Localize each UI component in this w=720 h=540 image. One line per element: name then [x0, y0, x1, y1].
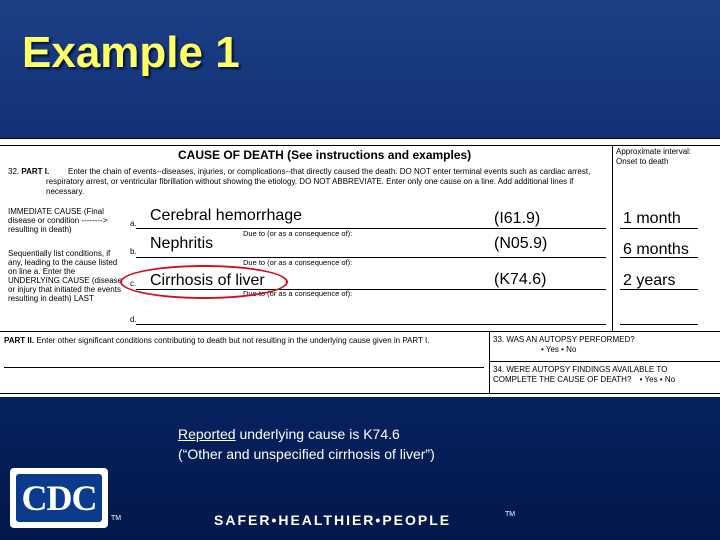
- part2-line[interactable]: [4, 367, 484, 368]
- instructions: Enter the chain of events--diseases, injuries, or complications--that directly caused the death. DO NOT enter terminal events such as cardiac arrest, respiratory arrest, or ventricular fibrillation without showing the etiology. DO NOT ABBREVIATE. Enter only one cause on a line. Add additional lines if necessary.: [46, 167, 591, 196]
- interval-column-divider: [612, 145, 613, 331]
- tagline-trademark: TM: [505, 511, 516, 518]
- autopsy-options[interactable]: • Yes • No: [541, 345, 577, 354]
- logo-trademark: TM: [111, 515, 122, 522]
- line-c-cause[interactable]: Cirrhosis of liver: [150, 272, 265, 289]
- underlying-cause-highlight: [120, 265, 288, 299]
- caption-reported: Reported: [178, 426, 236, 442]
- field-number: 32. PART I.: [8, 167, 50, 176]
- line-b-cause[interactable]: Nephritis: [150, 235, 214, 252]
- line-a-consequence: Due to (or as a consequence of):: [243, 229, 353, 238]
- caption: Reported underlying cause is K74.6 (“Other and unspecified cirrhosis of liver”): [178, 426, 435, 462]
- slide-title: Example 1: [22, 28, 240, 77]
- part1-bottom-border: [0, 331, 720, 332]
- line-c-letter: c.: [130, 279, 137, 288]
- part2-row: PART II. Enter other significant conditions contributing to death but not resulting in the underlying cause given in PART I.: [4, 336, 430, 345]
- cdc-logo: CDC: [10, 468, 108, 528]
- caption-line2: (“Other and unspecified cirrhosis of liver”): [178, 446, 435, 462]
- sequential-label: Sequentially list conditions, if any, leading to the cause listed on line a. Enter the UNDERLYING CAUSE (disease or injury that initiated the events resulting in death) LAST: [8, 249, 123, 303]
- line-c-code: (K74.6): [494, 271, 547, 288]
- part2-divider: [489, 331, 490, 393]
- line-d-rule[interactable]: [136, 324, 606, 325]
- q33-divider: [489, 361, 720, 362]
- line-c-interval[interactable]: 2 years: [623, 272, 676, 289]
- immediate-cause-label: IMMEDIATE CAUSE (Final disease or condition --------> resulting in death): [8, 207, 108, 234]
- line-a-code: (I61.9): [494, 210, 541, 227]
- line-a-cause[interactable]: Cerebral hemorrhage: [150, 207, 303, 224]
- tagline: SAFER•HEALTHIER•PEOPLE: [214, 512, 452, 528]
- line-d-interval-rule[interactable]: [620, 324, 698, 325]
- line-d-letter: d.: [130, 315, 137, 324]
- line-a-interval-rule: [620, 228, 698, 229]
- line-b-letter: b.: [130, 247, 137, 256]
- cause-of-death-header: CAUSE OF DEATH (See instructions and examples): [178, 148, 472, 162]
- part1-label: PART I.: [21, 167, 50, 176]
- autopsy-findings-options[interactable]: • Yes • No: [639, 375, 676, 384]
- line-b-code: (N05.9): [494, 235, 548, 252]
- autopsy-question: 33. WAS AN AUTOPSY PERFORMED? • Yes • No: [493, 335, 715, 355]
- form-bottom-border: [0, 393, 720, 394]
- line-a-letter: a.: [130, 219, 137, 228]
- autopsy-findings-question: 34. WERE AUTOPSY FINDINGS AVAILABLE TO COMPLETE THE CAUSE OF DEATH? • Yes • No: [493, 365, 676, 384]
- line-b-consequence: Due to (or as a consequence of):: [243, 258, 353, 267]
- interval-header: Approximate interval: Onset to death: [616, 147, 692, 166]
- line-c-consequence: Due to (or as a consequence of):: [243, 289, 353, 298]
- line-b-interval[interactable]: 6 months: [623, 241, 689, 258]
- line-a-rule: [136, 228, 606, 229]
- line-b-rule: [136, 257, 606, 258]
- line-a-interval[interactable]: 1 month: [623, 210, 681, 227]
- death-certificate-form: [0, 138, 720, 397]
